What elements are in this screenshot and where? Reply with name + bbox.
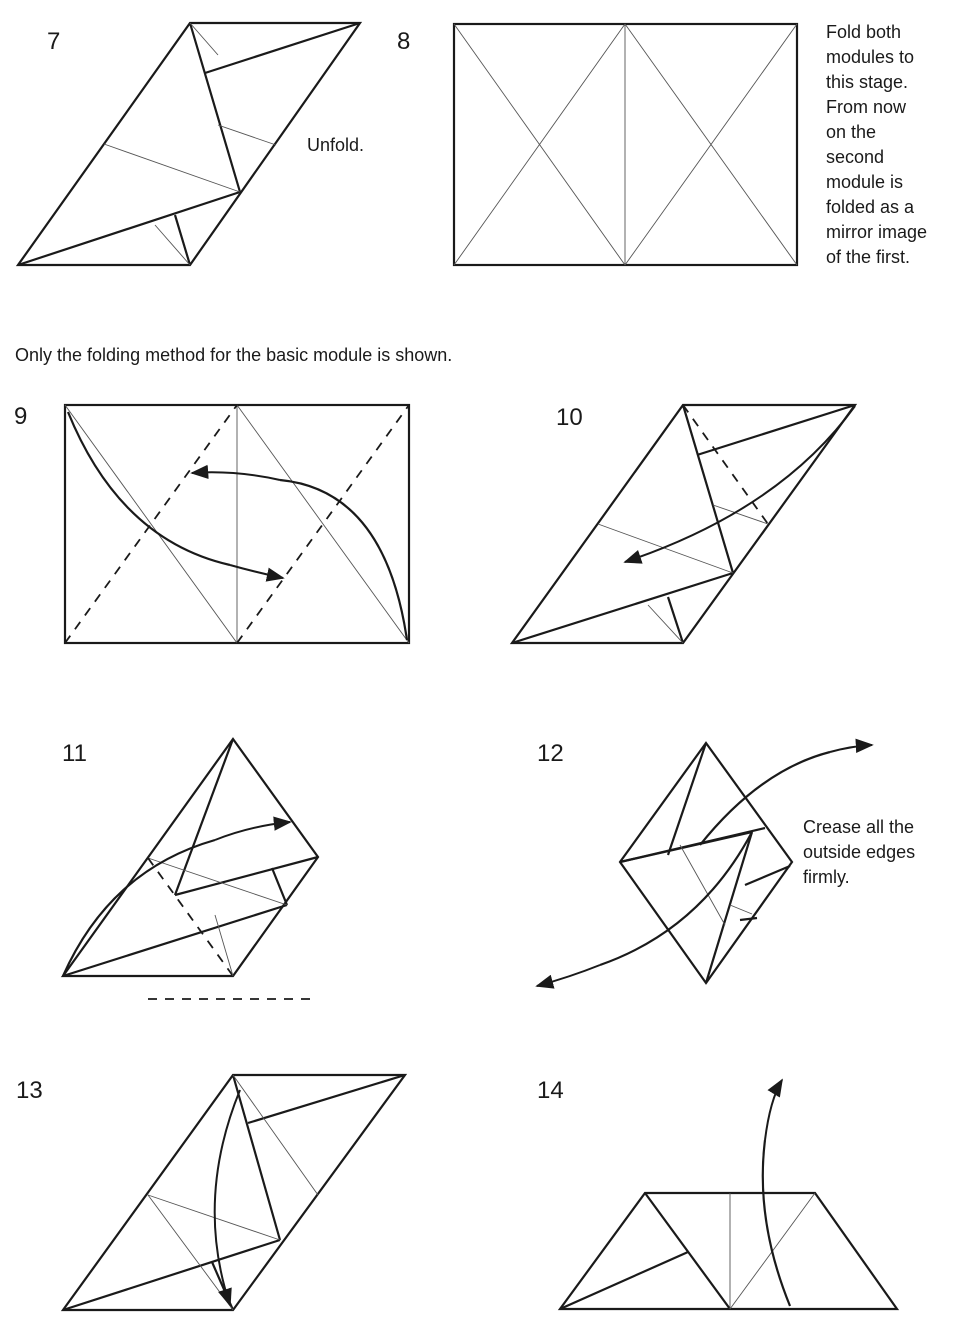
step-8-note-line: From now [826,97,907,117]
step-12-note-line: outside edges [803,842,916,862]
step-10-number: 10 [556,404,583,431]
step-14-number: 14 [537,1077,564,1104]
step-12-note-line: firmly. [803,867,850,887]
step-9-number: 9 [14,403,28,430]
module-caption: Only the folding method for the basic module is shown. [15,345,453,365]
step-11-diagram [63,739,318,976]
step-8-note-line: on the [826,122,877,142]
step-11-number: 11 [62,740,87,767]
step-8-note-line: of the first. [826,247,911,267]
step-8-note-line: module is [826,172,904,192]
step-7-diagram [18,23,360,265]
step-9-diagram [65,405,409,643]
step-8-note-line: this stage. [826,72,909,92]
step-8-diagram [454,24,797,265]
step-8-note-line: folded as a [826,197,915,217]
step-7-note: Unfold. [307,135,365,155]
step-13-diagram [63,999,405,1310]
step-8-note-line: mirror image [826,222,928,242]
step-14-diagram [560,1080,897,1309]
step-13-number: 13 [16,1077,43,1104]
step-8-note-line: second [826,147,885,167]
step-7-number: 7 [47,28,61,55]
step-8-note-line: modules to [826,47,915,67]
step-12-note-line: Crease all the [803,817,915,837]
step-12-number: 12 [537,740,564,767]
step-12-diagram [537,740,872,986]
step-8-note-line: Fold both [826,22,902,42]
step-8-number: 8 [397,28,411,55]
step-10-diagram [512,405,855,643]
